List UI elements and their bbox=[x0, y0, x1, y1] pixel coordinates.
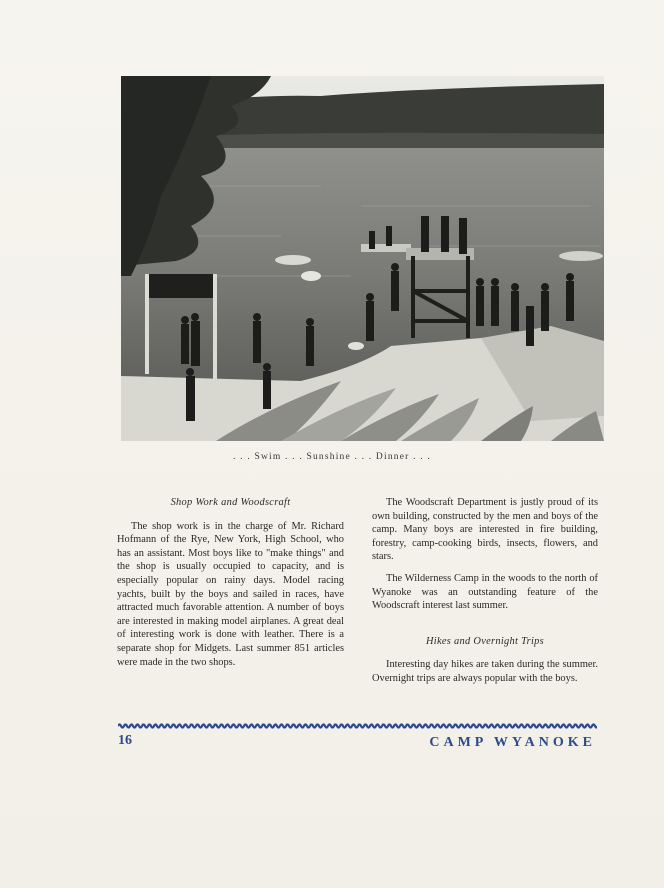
footer-title: CAMP WYANOKE bbox=[429, 735, 596, 750]
page-number: 16 bbox=[118, 733, 132, 748]
section-heading-shop-work: Shop Work and Woodscraft bbox=[170, 497, 291, 508]
section-heading-hikes: Hikes and Overnight Trips bbox=[425, 635, 545, 647]
right-column bbox=[372, 496, 598, 694]
woodscraft-paragraph: The Woodscraft Department is justly proud of its own building, constructed by the men and boys of the camp. Many boys are interested in fire building, forestry, camp-cooking birds, insects, flowers, and stars. bbox=[372, 497, 598, 563]
left-column bbox=[117, 496, 344, 677]
photo-caption: . . . Swim . . . Sunshine . . . Dinner . . . bbox=[233, 452, 431, 462]
wilderness-camp-paragraph: The Wilderness Camp in the woods to the north of Wyanoke was an outstanding feature of the Woodscraft interest last summer. bbox=[372, 572, 598, 612]
hikes-paragraph: Interesting day hikes are taken during the summer. Overnight trips are always popular with the boys. bbox=[372, 659, 598, 684]
wavy-divider bbox=[118, 722, 597, 730]
lake-swimming-photo bbox=[121, 76, 604, 441]
shop-work-paragraph: The shop work is in the charge of Mr. Richard Hofmann of the Rye, New York, High School, who has an assistant. Most boys like to "make things" and the shop is usually occupied to capacity, and is especially popular on rainy days. Model racing yachts, built by the boys and sailed in races, have attracted much favorable attention. A number of boys are interested in making model airplanes. A great deal of interesting work is done with leather. There is a separate shop for Midgets. Last summer 851 articles were made in the two shops. bbox=[117, 520, 344, 668]
